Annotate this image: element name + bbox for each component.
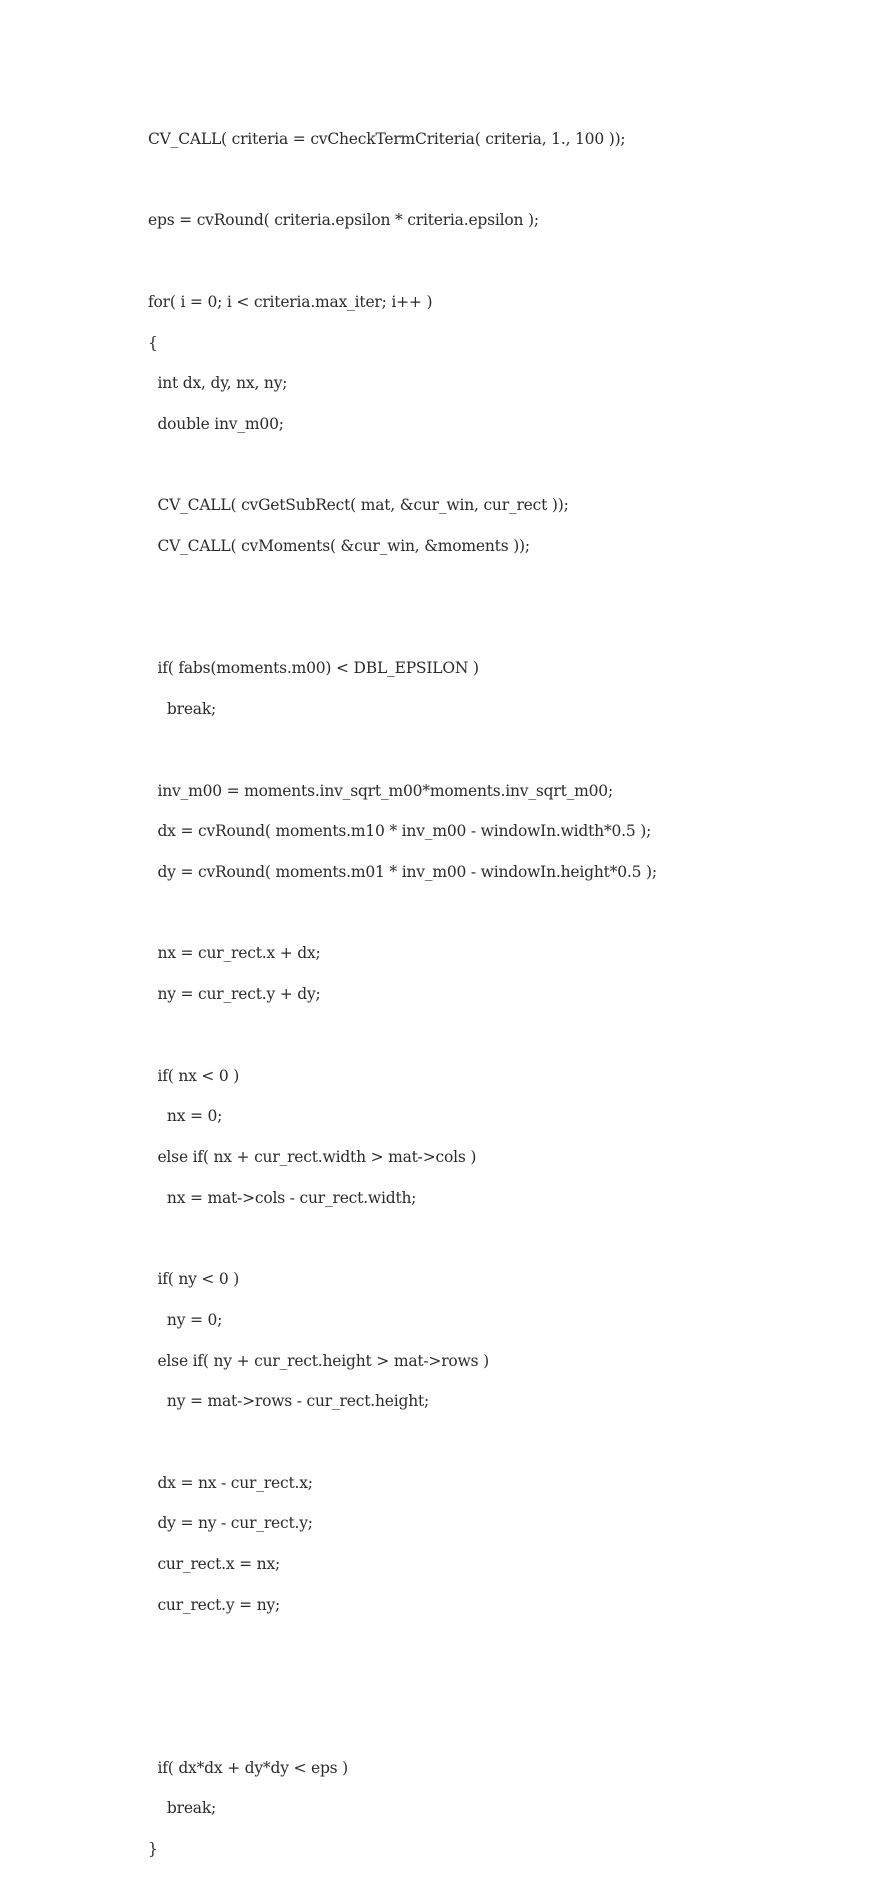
code-line: ny = 0; <box>148 1310 223 1329</box>
code-line: break; <box>148 700 217 719</box>
code-line: dy = ny - cur_rect.y; <box>148 1514 313 1533</box>
code-line: nx = cur_rect.x + dx; <box>148 944 321 963</box>
code-line: if( fabs(moments.m00) < DBL_EPSILON ) <box>148 659 479 678</box>
code-line <box>148 169 657 192</box>
code-line: else if( nx + cur_rect.width > mat->cols ) <box>148 1147 477 1166</box>
code-line <box>148 1716 657 1739</box>
code-line: ny = cur_rect.y + dy; <box>148 985 321 1004</box>
code-line: cur_rect.x = nx; <box>148 1555 281 1574</box>
code-block <box>148 128 657 1879</box>
code-line: if( nx < 0 ) <box>148 1066 240 1085</box>
code-line: else if( ny + cur_rect.height > mat->rows ) <box>148 1351 489 1370</box>
code-line <box>148 1675 657 1698</box>
code-line: { <box>148 333 158 352</box>
code-line <box>148 1024 657 1047</box>
code-line: if( ny < 0 ) <box>148 1270 240 1289</box>
code-line <box>148 1227 657 1250</box>
code-line <box>148 576 657 599</box>
code-line: if( dx*dx + dy*dy < eps ) <box>148 1758 349 1777</box>
code-line <box>148 454 657 477</box>
code-line: nx = 0; <box>148 1107 223 1126</box>
code-line: CV_CALL( cvGetSubRect( mat, &cur_win, cur_rect )); <box>148 496 569 515</box>
code-line <box>148 739 657 762</box>
code-line <box>148 250 657 273</box>
code-line <box>148 1431 657 1454</box>
code-line: CV_CALL( cvMoments( &cur_win, &moments )); <box>148 537 530 556</box>
code-line: nx = mat->cols - cur_rect.width; <box>148 1188 417 1207</box>
code-line: dx = cvRound( moments.m10 * inv_m00 - windowIn.width*0.5 ); <box>148 822 652 841</box>
code-line: dy = cvRound( moments.m01 * inv_m00 - windowIn.height*0.5 ); <box>148 862 657 881</box>
code-line: ny = mat->rows - cur_rect.height; <box>148 1392 430 1411</box>
code-line: double inv_m00; <box>148 415 284 434</box>
code-line: for( i = 0; i < criteria.max_iter; i++ ) <box>148 292 433 311</box>
code-line: cur_rect.y = ny; <box>148 1595 281 1614</box>
code-line: inv_m00 = moments.inv_sqrt_m00*moments.inv_sqrt_m00; <box>148 781 613 800</box>
code-line: CV_CALL( criteria = cvCheckTermCriteria( criteria, 1., 100 )); <box>148 130 626 148</box>
code-line <box>148 1635 657 1658</box>
code-line: int dx, dy, nx, ny; <box>148 374 288 393</box>
code-line: dx = nx - cur_rect.x; <box>148 1473 313 1492</box>
code-line: } <box>148 1840 158 1859</box>
code-line: eps = cvRound( criteria.epsilon * criteria.epsilon ); <box>148 211 539 230</box>
code-line: break; <box>148 1799 217 1818</box>
code-line <box>148 617 657 640</box>
code-line <box>148 902 657 925</box>
